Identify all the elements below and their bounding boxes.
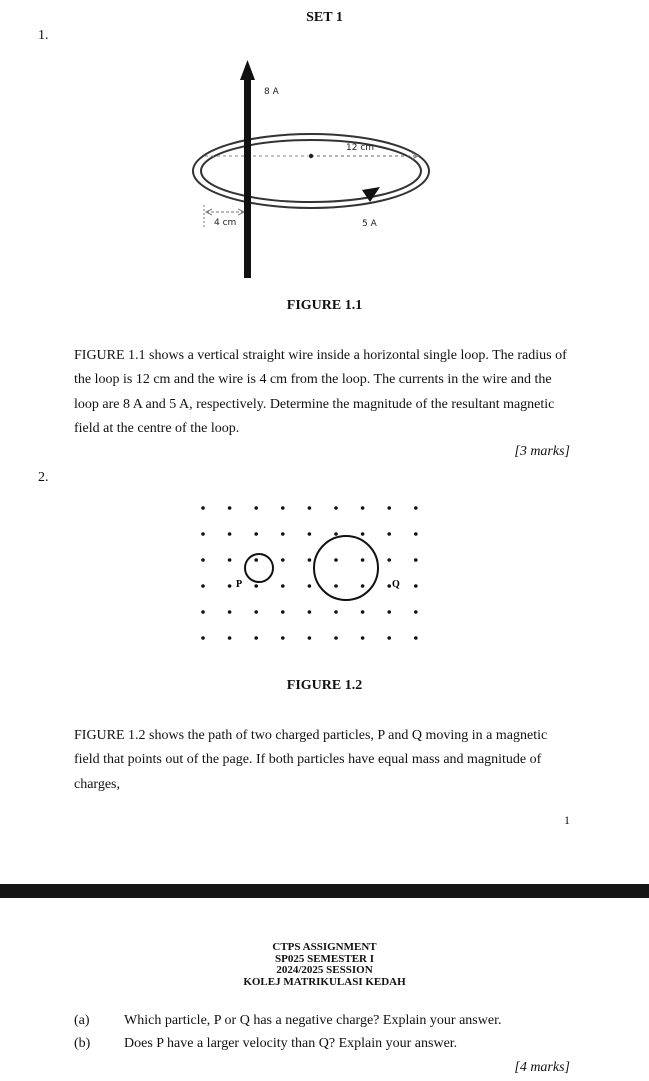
question-1-marks: [3 marks] [514, 444, 570, 459]
wire-current-arrow [240, 60, 255, 80]
field-dot [414, 506, 418, 510]
field-dot [414, 532, 418, 536]
label-p: P [236, 579, 243, 590]
q1-line: loop are 8 A and 5 A, respectively. Determine the magnitude of the resultant magnetic [74, 396, 555, 412]
field-dot [334, 584, 338, 588]
field-dot [254, 506, 258, 510]
field-dot [361, 636, 365, 640]
header-line: CTPS ASSIGNMENT [272, 941, 377, 953]
field-dot [254, 532, 258, 536]
figure-1-1-caption: FIGURE 1.1 [286, 298, 363, 313]
field-dot [414, 610, 418, 614]
field-dot [281, 558, 285, 562]
field-dot [361, 584, 365, 588]
page-divider [0, 884, 649, 898]
header-line: KOLEJ MATRIKULASI KEDAH [243, 975, 406, 988]
set-title: SET 1 [306, 10, 343, 25]
field-dot [387, 558, 391, 562]
field-dot [387, 636, 391, 640]
header-line: SP025 SEMESTER I [274, 952, 375, 965]
field-dot [201, 532, 205, 536]
field-dot [334, 610, 338, 614]
q1-line: FIGURE 1.1 shows a vertical straight wire inside a horizontal single loop. The radius of [74, 348, 567, 363]
field-dot [228, 506, 232, 510]
radius-label: 12 cm [346, 143, 375, 153]
field-dot [228, 584, 232, 588]
loop-current-label: 5 A [362, 219, 377, 229]
header-line: 2024/2025 SESSION [276, 964, 373, 976]
question-1-text [74, 344, 571, 442]
field-dot [414, 558, 418, 562]
field-dot [281, 636, 285, 640]
field-dot [201, 636, 205, 640]
loop-outer [193, 134, 429, 208]
question-2-marks: [4 marks] [514, 1060, 570, 1075]
figure-1-1 [0, 0, 649, 290]
field-dot [281, 610, 285, 614]
field-dot [254, 558, 258, 562]
question-2-text [74, 724, 571, 797]
field-dot [334, 532, 338, 536]
sub-question-a-label: (a) [74, 1013, 90, 1028]
vertical-wire [244, 74, 251, 278]
label-q: Q [392, 579, 400, 590]
field-dot [308, 584, 312, 588]
field-dot [201, 558, 205, 562]
field-dot [334, 506, 338, 510]
field-dot [308, 558, 312, 562]
sub-question-b-label: (b) [74, 1036, 91, 1051]
distance-label: 4 cm [214, 218, 237, 228]
magnetic-field-dots [201, 506, 417, 640]
sub-question-b-text: Does P have a larger velocity than Q? Explain your answer. [124, 1036, 458, 1051]
loop-centre [309, 154, 313, 158]
field-dot [201, 506, 205, 510]
field-dot [228, 532, 232, 536]
figure-1-2-caption: FIGURE 1.2 [286, 678, 363, 693]
field-dot [387, 584, 391, 588]
field-dot [414, 636, 418, 640]
field-dot [228, 558, 232, 562]
wire-current-label: 8 A [264, 87, 279, 97]
field-dot [387, 532, 391, 536]
field-dot [308, 506, 312, 510]
field-dot [308, 636, 312, 640]
page-header-block [0, 942, 649, 988]
field-dot [254, 636, 258, 640]
field-dot [334, 636, 338, 640]
q2-line: field that points out of the page. If both particles have equal mass and magnitude of [74, 752, 542, 768]
field-dot [228, 636, 232, 640]
field-dot [414, 584, 418, 588]
q1-line: field at the centre of the loop. [74, 421, 240, 437]
field-dot [308, 610, 312, 614]
field-dot [361, 532, 365, 536]
field-dot [254, 584, 258, 588]
field-dot [334, 558, 338, 562]
page-number: 1 [564, 813, 570, 827]
figure-1-2 [0, 490, 649, 665]
field-dot [201, 584, 205, 588]
field-dot [201, 610, 205, 614]
field-dot [308, 532, 312, 536]
question-1-number: 1. [38, 28, 49, 43]
path-p [245, 554, 273, 582]
field-dot [281, 584, 285, 588]
field-dot [387, 610, 391, 614]
path-q [314, 536, 378, 600]
loop-current-arrow [362, 187, 380, 202]
field-dot [361, 558, 365, 562]
field-dot [361, 610, 365, 614]
field-dot [281, 506, 285, 510]
field-dot [281, 532, 285, 536]
field-dot [228, 610, 232, 614]
loop-inner [201, 140, 421, 202]
field-dot [361, 506, 365, 510]
q2-line: charges, [74, 776, 120, 792]
q1-line: the loop is 12 cm and the wire is 4 cm from the loop. The currents in the wire and the [74, 372, 552, 388]
field-dot [254, 610, 258, 614]
q2-line: FIGURE 1.2 shows the path of two charged particles, P and Q moving in a magnetic [74, 728, 548, 743]
question-2-number: 2. [38, 470, 49, 485]
sub-question-a-text: Which particle, P or Q has a negative charge? Explain your answer. [124, 1013, 502, 1028]
field-dot [387, 506, 391, 510]
